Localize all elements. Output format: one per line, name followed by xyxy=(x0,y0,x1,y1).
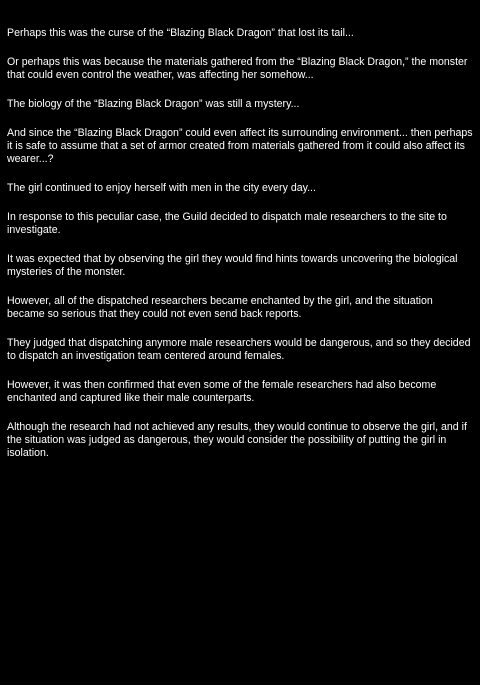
paragraph-5: The girl continued to enjoy herself with men in the city every day... xyxy=(7,182,316,194)
paragraph-6: In response to this peculiar case, the Guild decided to dispatch male researchers to the site to investigate. xyxy=(7,211,447,236)
paragraph-11: Although the research had not achieved any results, they would continue to observe the girl, and if the situation was judged as dangerous, they would consider the possibility of putting the girl in isolation. xyxy=(7,421,467,459)
paragraph-9: They judged that dispatching anymore male researchers would be dangerous, and so they decided to dispatch an investigation team centered around females. xyxy=(7,337,471,362)
paragraph-3: The biology of the “Blazing Black Dragon” was still a mystery... xyxy=(7,98,300,110)
paragraph-4: And since the “Blazing Black Dragon” could even affect its surrounding environment... then perhaps it is safe to assume that a set of armor created from materials gathered from it could also affect its wearer...? xyxy=(7,127,473,165)
paragraph-8: However, all of the dispatched researchers became enchanted by the girl, and the situation became so serious that they could not even send back reports. xyxy=(7,295,433,320)
paragraph-2: Or perhaps this was because the materials gathered from the “Blazing Black Dragon,” the monster that could even control the weather, was affecting her somehow... xyxy=(7,56,468,81)
paragraph-1: Perhaps this was the curse of the “Blazing Black Dragon” that lost its tail... xyxy=(7,27,354,39)
paragraph-10: However, it was then confirmed that even some of the female researchers had also become enchanted and captured like their male counterparts. xyxy=(7,379,437,404)
paragraph-7: It was expected that by observing the girl they would find hints towards uncovering the biological mysteries of the monster. xyxy=(7,253,458,278)
